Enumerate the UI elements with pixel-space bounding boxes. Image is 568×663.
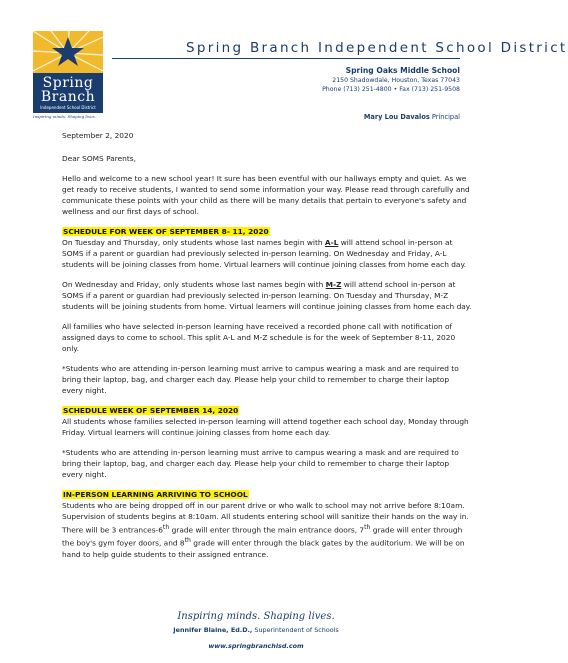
- paragraph-arrival: Students who are being dropped off in our parent drive or who walk to school may not arrive before 8:10am. Supervision of students begins at 8:10am. All students entering school will sanitize their hands on the way in. There will be 3 entrances-6th grade will enter through the main entrance doors, 7th grade will enter through the boy's gym foyer doors, and 8th grade will enter through the black gates by the auditorium. We will be on hand to help guide students to their assigned entrance.: [62, 501, 469, 559]
- logo-star-panel: [33, 31, 103, 73]
- school-name: Spring Oaks Middle School: [345, 66, 460, 75]
- group-a-l: A-L: [324, 238, 339, 247]
- paragraph-mask-note-2: *Students who are attending in-person learning must arrive to campus wearing a mask and are required to bring their laptop, bag, and charger each day. Please help your child to remember to charge their laptop every night.: [62, 448, 459, 479]
- letter-date: September 2, 2020: [62, 131, 134, 140]
- superintendent-title: Superintendent of Schools: [254, 626, 339, 634]
- principal-line: [364, 113, 460, 121]
- section-schedule-sept-8: [62, 226, 472, 396]
- principal-title: Principal: [431, 113, 460, 121]
- footer-slogan: Inspiring minds. Shaping lives.: [177, 611, 335, 622]
- superintendent-name: Jennifer Blaine, Ed.D.,: [173, 626, 253, 634]
- school-info: [322, 65, 460, 94]
- district-name: Spring Branch Independent School District: [186, 40, 568, 56]
- header-divider: [112, 58, 460, 59]
- logo-subtitle: Independent School District: [40, 105, 96, 110]
- district-logo: [33, 31, 103, 121]
- paragraph-mask-note-1: *Students who are attending in-person learning must arrive to campus wearing a mask and are required to bring their laptop, bag, and charger each day. Please help your child to remember to charge their laptop every night.: [62, 364, 459, 395]
- logo-word-branch: Branch: [40, 89, 96, 105]
- star-icon: [33, 31, 103, 73]
- school-phone: Phone (713) 251-4800 • Fax (713) 251-9508: [322, 86, 460, 93]
- school-address: 2150 Shadowdale, Houston, Texas 77043: [332, 77, 460, 84]
- paragraph-a-l: On Tuesday and Thursday, only students whose last names begin with A-L will attend school in-person at SOMS if a parent or guardian had previously selected in-person learning. On Wednesday and Friday, A-L students will be joining classes from home. Virtual learners will continue joining classes from home each day.: [62, 238, 467, 269]
- section-heading-sept-14: SCHEDULE WEEK OF SEPTEMBER 14, 2020: [63, 406, 239, 415]
- section-heading-arrival: IN-PERSON LEARNING ARRIVING TO SCHOOL: [63, 490, 248, 499]
- paragraph-all-students: All students whose families selected in-person learning will attend together each school day, Monday through Friday. Virtual learners will continue joining classes from home each day.: [62, 417, 469, 437]
- letter-intro: Hello and welcome to a new school year! It sure has been eventful with our hallways empty and quiet. As we get ready to receive students, I wanted to send some information your way. Please read through carefully and communicate these points with your child as there will be many details that pertain to everyone's safety and wellness and our first days of school.: [62, 174, 470, 216]
- logo-wordmark: [33, 73, 103, 113]
- section-heading-sept-8: SCHEDULE FOR WEEK OF SEPTEMBER 8- 11, 2020: [63, 227, 269, 236]
- section-arrival: [62, 489, 472, 560]
- letter-body: [62, 130, 472, 569]
- paragraph-m-z: On Wednesday and Friday, only students whose last names begin with M-Z will attend school in-person at SOMS if a parent or guardian had previously selected in-person learning. On Tuesday and Thursday, M-Z students will be joining students from home. Virtual learners will continue joining classes from home each day.: [62, 280, 472, 311]
- website-link[interactable]: www.springbranchisd.com: [208, 642, 304, 650]
- paragraph-phone-call: All families who have selected in-person learning have received a recorded phone call with notification of assigned days to come to school. This split A-L and M-Z schedule is for the week of September 8-11, 2020 only.: [62, 322, 456, 353]
- footer-superintendent: [0, 626, 512, 634]
- logo-word-spring: Spring: [42, 75, 94, 91]
- principal-name: Mary Lou Davalos: [363, 113, 430, 121]
- logo-tagline: Inspiring minds. Shaping lives.: [33, 114, 96, 119]
- section-schedule-sept-14: [62, 405, 472, 480]
- group-m-z: M-Z: [325, 280, 342, 289]
- letter-greeting: Dear SOMS Parents,: [62, 154, 136, 163]
